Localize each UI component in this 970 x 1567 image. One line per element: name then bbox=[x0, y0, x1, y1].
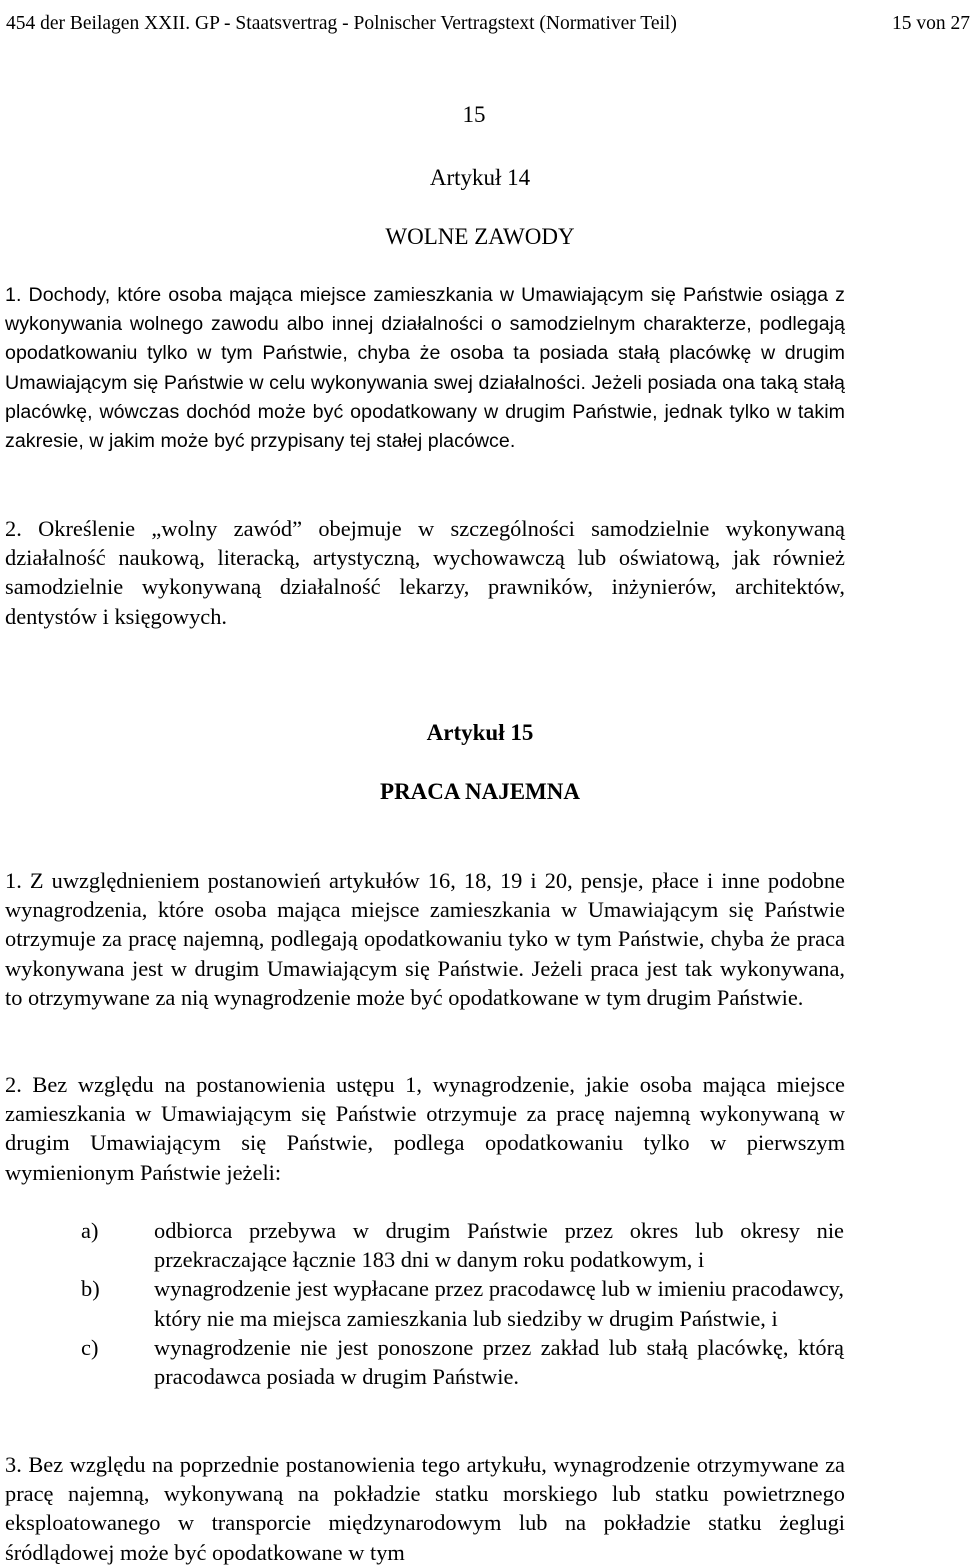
list-item-marker: a) bbox=[81, 1218, 99, 1243]
article-14-heading: Artykuł 14 bbox=[429, 165, 531, 190]
page-counter: 15 von 27 bbox=[892, 13, 970, 34]
article-15-title: PRACA NAJEMNA bbox=[380, 779, 580, 804]
list-item-text: odbiorca przebywa w drugim Państwie przez okres lub okresy nie przekraczające łącznie 183 dni w danym roku podatkowym, i bbox=[154, 1218, 844, 1273]
article-14-paragraph-1: 1. Dochody, które osoba mająca miejsce zamieszkania w Umawiającym się Państwie osiąga z wykonywania wolnego zawodu albo innej działalności o samodzielnym charakterze, podlegają opodatkowaniu tylko w tym Państwie, chyba że osoba ta posiada stałą placówkę w drugim Umawiającym się Państwie w celu wykonywania swej działalności. Jeżeli posiada ona taką stałą placówkę, wówczas dochód może być opodatkowany w drugim Państwie, jednak tylko w takim zakresie, w jakim może być przypisany tej stałej placówce. bbox=[5, 284, 845, 453]
page-number: 15 bbox=[462, 102, 486, 127]
article-15-paragraph-1: 1. Z uwzględnieniem postanowień artykułów 16, 18, 19 i 20, pensje, płace i inne podobne wynagrodzenia, które osoba mająca miejsce zamieszkania w Umawiającym się Państwie otrzymuje za pracę najemną, podlegają opodatkowaniu tyko w tym Państwie, chyba że praca wykonywana jest w drugim Umawiającym się Państwie. Jeżeli praca jest tak wykonywana, to otrzymywane za nią wynagrodzenie może być opodatkowane w tym drugim Państwie. bbox=[5, 868, 845, 1010]
list-item-text: wynagrodzenie jest wypłacane przez pracodawcę lub w imieniu pracodawcy, który nie ma miejsca zamieszkania lub siedziby w drugim Państwie, i bbox=[154, 1276, 844, 1331]
document-title: 454 der Beilagen XXII. GP - Staatsvertrag - Polnischer Vertragstext (Normativer Teil) bbox=[6, 13, 677, 34]
article-14-title: WOLNE ZAWODY bbox=[385, 224, 575, 249]
list-item bbox=[0, 1274, 960, 1332]
list-item-text: wynagrodzenie nie jest ponoszone przez zakład lub stałą placówkę, którą pracodawca posiada w drugim Państwie. bbox=[154, 1334, 844, 1390]
article-15-paragraph-2: 2. Bez względu na postanowienia ustępu 1, wynagrodzenie, jakie osoba mająca miejsce zamieszkania w Umawiającym się Państwie otrzymuje za pracę najemną wykonywaną w drugim Umawiającym się Państwie, podlega opodatkowaniu tylko w pierwszym wymienionym Państwie jeżeli: bbox=[5, 1072, 845, 1185]
article-15-heading: Artykuł 15 bbox=[426, 720, 534, 745]
page-header bbox=[6, 10, 970, 38]
list-item-marker: c) bbox=[81, 1334, 99, 1360]
conditions-list bbox=[0, 1216, 960, 1391]
list-item bbox=[0, 1216, 960, 1274]
article-14-paragraph-2: 2. Określenie „wolny zawód” obejmuje w szczególności samodzielnie wykonywaną działalność naukową, literacką, artystyczną, wychowawczą lub oświatową, jak również samodzielnie wykonywaną działalność lekarzy, prawników, inżynierów, architektów, dentystów i księgowych. bbox=[5, 516, 845, 629]
article-15-paragraph-3: 3. Bez względu na poprzednie postanowienia tego artykułu, wynagrodzenie otrzymywane za pracę najemną, wykonywaną na pokładzie statku morskiego lub statku powietrznego eksploatowanego w transporcie międzynarodowym lub na pokładzie statku żeglugi śródlądowej może być opodatkowane w tym bbox=[5, 1452, 845, 1565]
list-item bbox=[0, 1333, 960, 1391]
list-item-marker: b) bbox=[81, 1276, 100, 1302]
